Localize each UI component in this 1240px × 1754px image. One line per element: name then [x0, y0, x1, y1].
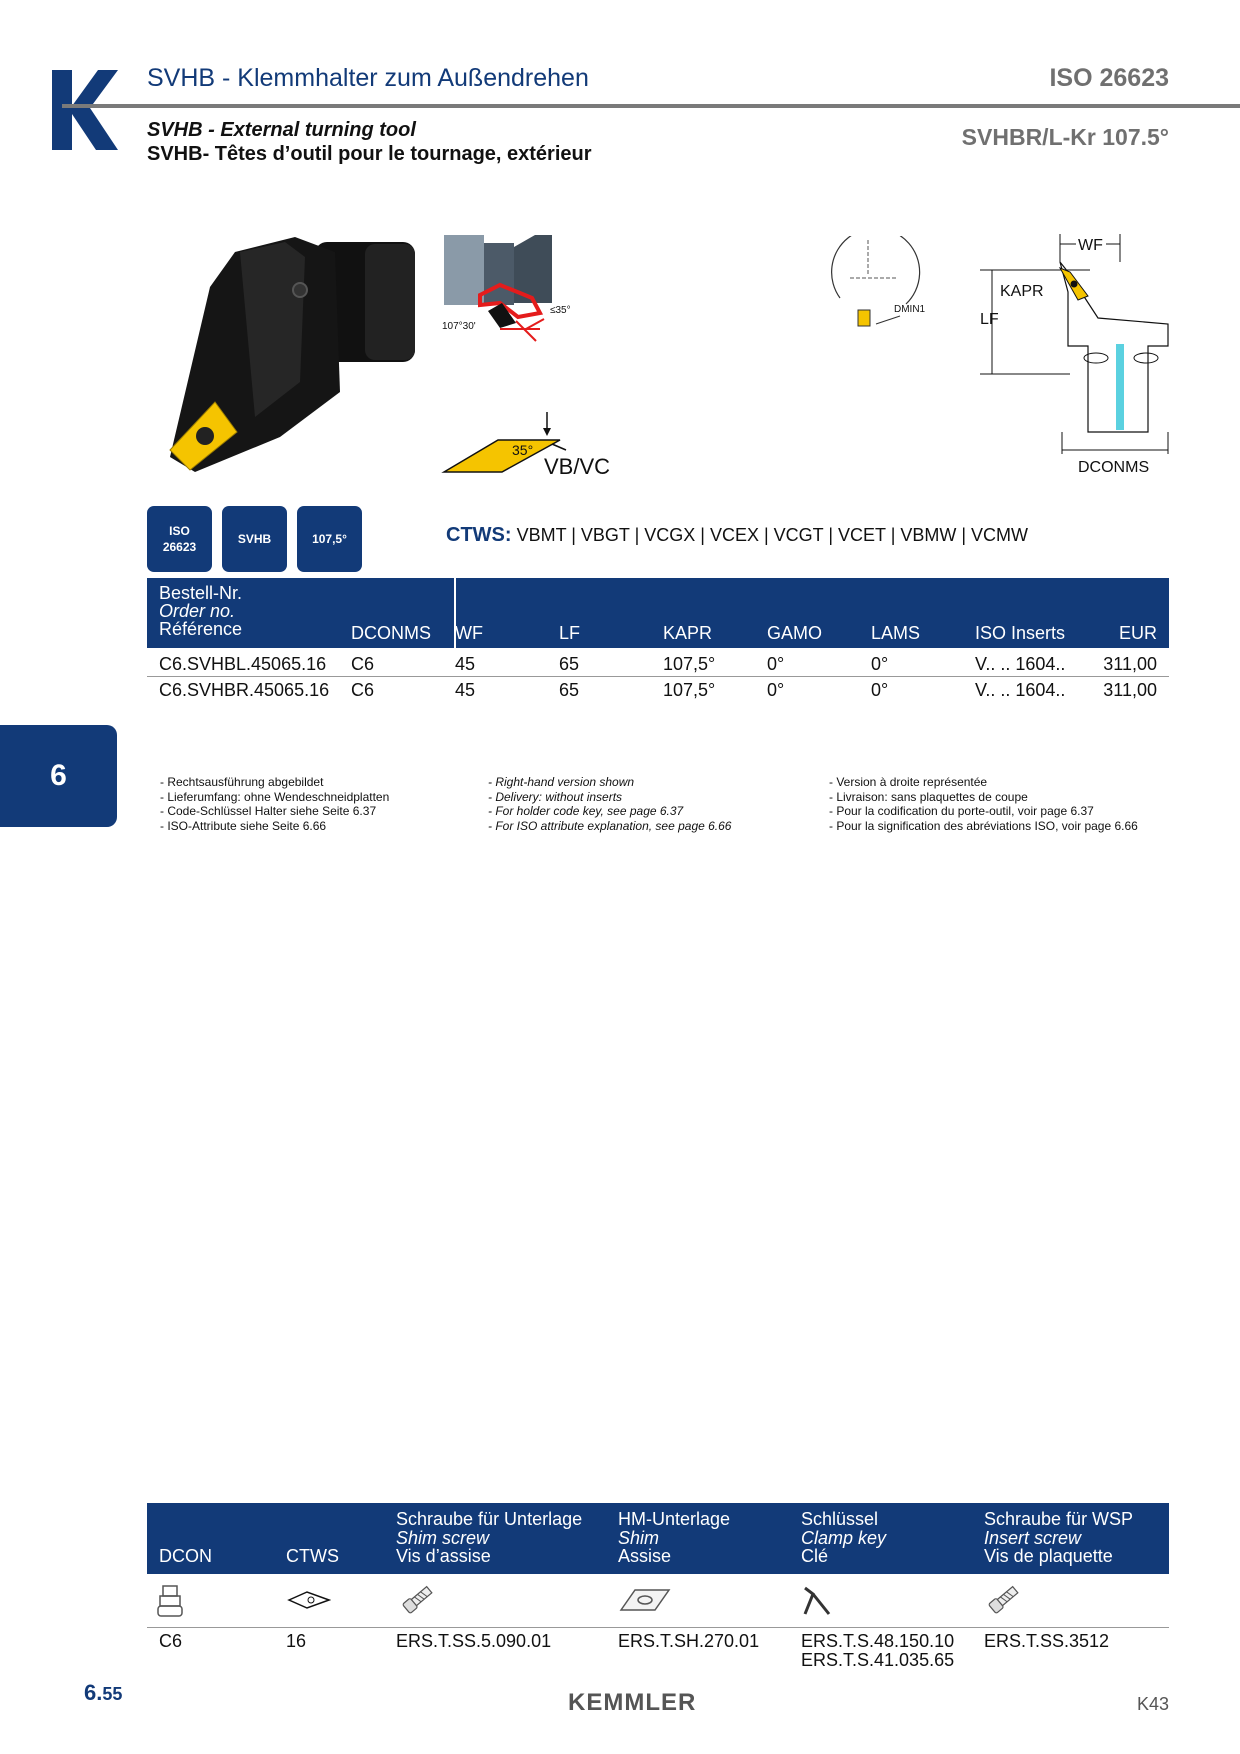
- badge-angle: 107,5°: [297, 506, 362, 572]
- page-number: 6.55: [84, 1680, 123, 1705]
- brand-name: KEMMLER: [568, 1689, 697, 1716]
- ctws-list: [446, 524, 1028, 547]
- col-dconms: DCONMS: [351, 623, 431, 643]
- angle-small-label: ≤35°: [550, 305, 571, 316]
- ctws-value: VBMT | VBGT | VCGX | VCEX | VCGT | VCET | VBMW | VCMW: [516, 525, 1029, 545]
- insert-type-label: VB/VC: [544, 454, 611, 479]
- badge-iso: ISO 26623: [147, 506, 212, 572]
- kapr-label: KAPR: [1000, 283, 1044, 300]
- tool-holder-image: [165, 232, 430, 477]
- col-shim: HM-Unterlage Shim Assise: [618, 1509, 731, 1566]
- col-insert-screw: Schraube für WSP Insert screw Vis de plaquette: [984, 1509, 1134, 1566]
- col-ctws: CTWS: [286, 1546, 339, 1566]
- kemmler-logo: [52, 70, 118, 150]
- badge-svhb: SVHB: [222, 506, 287, 572]
- page-title-fr: SVHB- Têtes d’outil pour le tournage, extérieur: [147, 143, 592, 165]
- dconms-label: DCONMS: [1078, 459, 1150, 476]
- col-order-de: Bestell-Nr.: [159, 583, 243, 603]
- col-kapr: KAPR: [663, 623, 713, 643]
- page-code: K43: [1136, 1694, 1169, 1714]
- notes-fr: - Version à droite représentée - Livraison: sans plaquettes de coupe - Pour la codification du porte-outil, voir page 6.37 - Pour la signification des abréviations ISO, voir page 6.66: [829, 775, 1138, 833]
- shim-screw-icon: [397, 1580, 437, 1620]
- header-rule: [62, 104, 1240, 108]
- angle-main-label: 107°30': [442, 321, 476, 332]
- col-order-fr: Référence: [159, 619, 243, 639]
- min-bore-diagram: [818, 236, 938, 336]
- insert-angle-label: 35°: [512, 442, 534, 458]
- col-order-en: Order no.: [159, 601, 236, 621]
- part-key: ERS.T.S.48.150.10 ERS.T.S.41.035.65: [801, 1631, 955, 1670]
- part-shim: ERS.T.SH.270.01: [618, 1631, 760, 1651]
- col-dcon: DCON: [159, 1546, 212, 1566]
- parts-icon-row: [147, 1574, 1169, 1628]
- spare-parts-header: [147, 1503, 1169, 1574]
- insert-screw-icon: [983, 1580, 1023, 1620]
- table-row: C6.SVHBR.45065.16 C6 45 65 107,5° 0° 0° V.. .. 1604.. 311,00: [159, 680, 1157, 700]
- chapter-tab: 6: [0, 725, 117, 827]
- page-title-de: SVHB - Klemmhalter zum Außendrehen: [147, 64, 589, 92]
- part-dcon: C6: [159, 1631, 183, 1651]
- key-icon: [801, 1584, 833, 1618]
- col-gamo: GAMO: [767, 623, 823, 643]
- tool-angle-diagram: [440, 233, 585, 348]
- col-wf: WF: [455, 623, 483, 643]
- dimension-diagram: [978, 232, 1178, 482]
- ctws-label: CTWS:: [446, 524, 512, 546]
- dmin-label: DMIN1: [894, 304, 926, 315]
- insert-rhombus-icon: [287, 1590, 331, 1610]
- shim-icon: [619, 1586, 671, 1614]
- col-key: Schlüssel Clamp key Clé: [801, 1509, 887, 1566]
- col-iso-inserts: ISO Inserts: [975, 623, 1066, 643]
- col-shim-screw: Schraube für Unterlage Shim screw Vis d’assise: [396, 1509, 583, 1566]
- tool-designation: SVHBR/L-Kr 107.5°: [961, 124, 1169, 150]
- col-eur: EUR: [1118, 623, 1157, 643]
- col-lf: LF: [559, 623, 581, 643]
- part-ctws: 16: [286, 1631, 307, 1651]
- iso-standard: ISO 26623: [1049, 64, 1169, 92]
- order-table-header: [147, 578, 1169, 648]
- lf-label: LF: [980, 311, 999, 328]
- table-row: C6.SVHBL.45065.16 C6 45 65 107,5° 0° 0° V.. .. 1604.. 311,00: [159, 654, 1157, 674]
- part-shim-screw: ERS.T.SS.5.090.01: [396, 1631, 552, 1651]
- wf-label: WF: [1078, 237, 1103, 254]
- clamping-unit-icon: [157, 1584, 183, 1618]
- notes-de: - Rechtsausführung abgebildet - Lieferumfang: ohne Wendeschneidplatten - Code-Schlüssel Halter siehe Seite 6.37 - ISO-Attribute siehe Seite 6.66: [160, 775, 390, 833]
- col-lams: LAMS: [871, 623, 921, 643]
- part-insert-screw: ERS.T.SS.3512: [984, 1631, 1110, 1651]
- insert-shape-diagram: [440, 410, 620, 480]
- page-title-en: SVHB - External turning tool: [147, 119, 416, 141]
- notes-en: - Right-hand version shown - Delivery: without inserts - For holder code key, see page 6.37 - For ISO attribute explanation, see page 6.66: [488, 775, 732, 833]
